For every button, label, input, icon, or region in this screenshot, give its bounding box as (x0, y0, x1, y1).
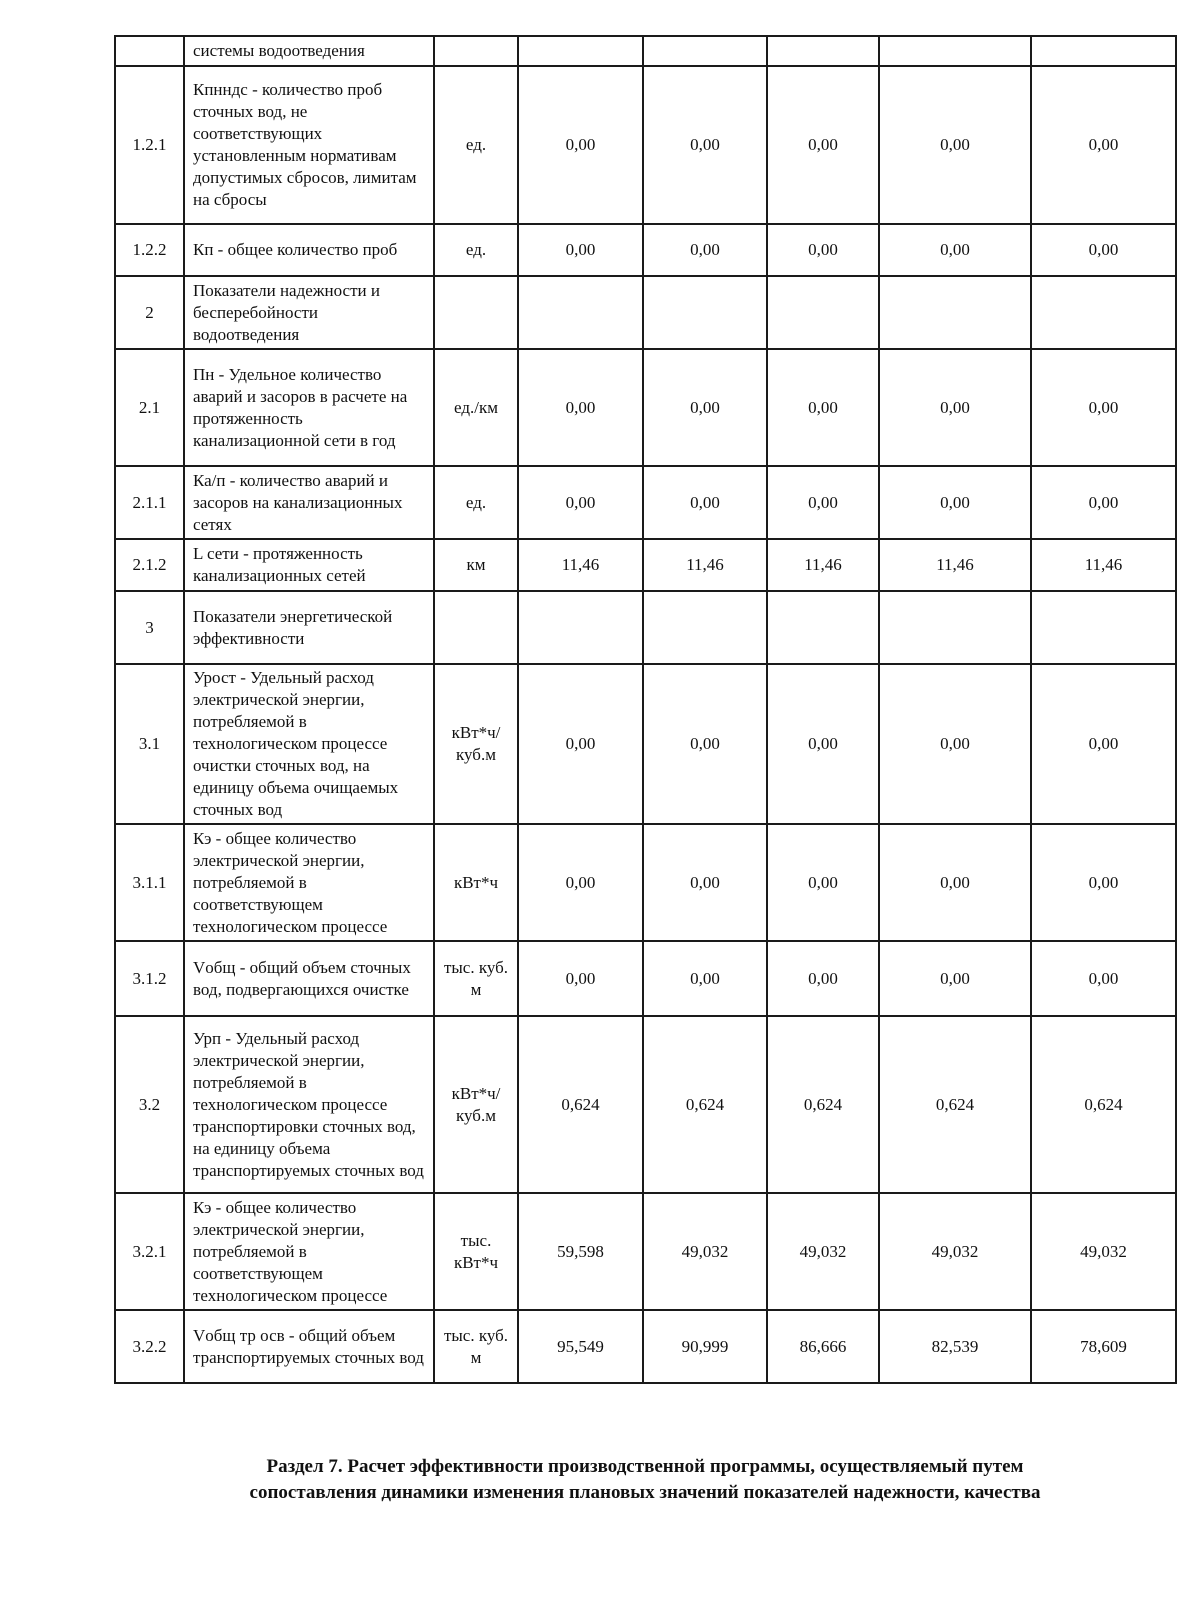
value-cell: 0,00 (767, 824, 879, 941)
value-cell: 0,00 (879, 941, 1031, 1016)
value-cell: 0,00 (1031, 66, 1176, 224)
value-cell: 0,624 (767, 1016, 879, 1193)
value-cell (879, 591, 1031, 664)
table-row (115, 539, 1176, 591)
value-cell: 0,624 (518, 1016, 643, 1193)
row-number: 1.2.2 (115, 224, 184, 276)
value-cell: 0,00 (1031, 824, 1176, 941)
value-cell: 0,00 (518, 664, 643, 824)
indicator-name: Ка/п - количество аварий и засоров на канализационных сетях (184, 466, 434, 539)
value-cell: 0,624 (1031, 1016, 1176, 1193)
value-cell: 49,032 (643, 1193, 767, 1310)
indicator-name: Кп - общее количество проб (184, 224, 434, 276)
indicators-table (114, 35, 1177, 1384)
value-cell: 0,00 (1031, 941, 1176, 1016)
value-cell (1031, 276, 1176, 349)
table-row (115, 349, 1176, 466)
unit-cell: ед. (434, 466, 518, 539)
table-body (115, 36, 1176, 1383)
section-heading-line-1: Раздел 7. Расчет эффективности производственной программы, осуществляемый путем (266, 1456, 1024, 1477)
unit-cell: кВт*ч/ куб.м (434, 1016, 518, 1193)
value-cell: 0,00 (643, 941, 767, 1016)
value-cell (1031, 36, 1176, 66)
table-row (115, 1016, 1176, 1193)
value-cell: 11,46 (643, 539, 767, 591)
row-number: 1.2.1 (115, 66, 184, 224)
value-cell: 0,00 (767, 941, 879, 1016)
table-row (115, 66, 1176, 224)
value-cell (879, 276, 1031, 349)
row-number: 3.2 (115, 1016, 184, 1193)
value-cell: 0,00 (879, 224, 1031, 276)
value-cell: 0,00 (879, 824, 1031, 941)
value-cell (1031, 591, 1176, 664)
table-row (115, 1310, 1176, 1383)
value-cell: 0,00 (518, 466, 643, 539)
value-cell: 11,46 (1031, 539, 1176, 591)
row-number: 3.1.1 (115, 824, 184, 941)
value-cell: 49,032 (879, 1193, 1031, 1310)
value-cell: 11,46 (879, 539, 1031, 591)
row-number: 2 (115, 276, 184, 349)
value-cell: 59,598 (518, 1193, 643, 1310)
value-cell: 78,609 (1031, 1310, 1176, 1383)
value-cell: 0,00 (879, 664, 1031, 824)
table-row (115, 824, 1176, 941)
value-cell: 0,00 (1031, 466, 1176, 539)
unit-cell (434, 276, 518, 349)
value-cell: 0,624 (643, 1016, 767, 1193)
value-cell (767, 276, 879, 349)
section-heading-line-2: сопоставления динамики изменения плановых значений показателей надежности, качества (249, 1482, 1041, 1503)
row-number (115, 36, 184, 66)
value-cell: 0,00 (518, 66, 643, 224)
value-cell: 0,00 (518, 824, 643, 941)
table-row (115, 1193, 1176, 1310)
table-row (115, 941, 1176, 1016)
unit-cell (434, 36, 518, 66)
indicator-name: Vобщ тр осв - общий объем транспортируемых сточных вод (184, 1310, 434, 1383)
indicator-name: Кпнндс - количество проб сточных вод, не соответствующих установленным нормативам допустимых сбросов, лимитам на сбросы (184, 66, 434, 224)
unit-cell: ед./км (434, 349, 518, 466)
indicator-name: Пн - Удельное количество аварий и засоров в расчете на протяженность канализационной сети в год (184, 349, 434, 466)
row-number: 3.2.2 (115, 1310, 184, 1383)
indicator-name: L сети - протяженность канализационных сетей (184, 539, 434, 591)
value-cell: 0,00 (643, 824, 767, 941)
value-cell (518, 276, 643, 349)
value-cell: 0,00 (767, 349, 879, 466)
value-cell (767, 591, 879, 664)
row-number: 2.1.2 (115, 539, 184, 591)
value-cell (518, 36, 643, 66)
unit-cell: ед. (434, 224, 518, 276)
unit-cell: тыс. куб. м (434, 1310, 518, 1383)
indicator-name: Кэ - общее количество электрической энергии, потребляемой в соответствующем технологическом процессе (184, 1193, 434, 1310)
row-number: 2.1 (115, 349, 184, 466)
value-cell: 0,00 (643, 466, 767, 539)
value-cell: 82,539 (879, 1310, 1031, 1383)
value-cell: 0,00 (643, 664, 767, 824)
unit-cell: кВт*ч (434, 824, 518, 941)
value-cell: 0,00 (767, 466, 879, 539)
indicator-name: Урост - Удельный расход электрической энергии, потребляемой в технологическом процессе очистки сточных вод, на единицу объема очищаемых сточных вод (184, 664, 434, 824)
value-cell (518, 591, 643, 664)
value-cell: 86,666 (767, 1310, 879, 1383)
value-cell: 11,46 (518, 539, 643, 591)
row-number: 3 (115, 591, 184, 664)
table-row (115, 276, 1176, 349)
row-number: 3.1.2 (115, 941, 184, 1016)
value-cell: 0,00 (518, 941, 643, 1016)
value-cell: 0,00 (767, 66, 879, 224)
unit-cell: тыс. куб. м (434, 941, 518, 1016)
value-cell: 0,00 (767, 224, 879, 276)
table-row (115, 591, 1176, 664)
indicator-name: Показатели надежности и бесперебойности водоотведения (184, 276, 434, 349)
section-heading (110, 1454, 1180, 1506)
indicator-name: системы водоотведения (184, 36, 434, 66)
value-cell: 0,00 (1031, 349, 1176, 466)
value-cell: 0,00 (518, 349, 643, 466)
value-cell: 95,549 (518, 1310, 643, 1383)
value-cell (643, 36, 767, 66)
indicator-name: Урп - Удельный расход электрической энергии, потребляемой в технологическом процессе транспортировки сточных вод, на единицу объема транспортируемых сточных вод (184, 1016, 434, 1193)
value-cell: 0,00 (879, 466, 1031, 539)
indicator-name: Vобщ - общий объем сточных вод, подвергающихся очистке (184, 941, 434, 1016)
value-cell (879, 36, 1031, 66)
unit-cell: тыс. кВт*ч (434, 1193, 518, 1310)
value-cell (767, 36, 879, 66)
row-number: 3.1 (115, 664, 184, 824)
table-row (115, 466, 1176, 539)
value-cell: 0,00 (767, 664, 879, 824)
value-cell: 0,00 (643, 349, 767, 466)
indicator-name: Показатели энергетической эффективности (184, 591, 434, 664)
value-cell (643, 591, 767, 664)
value-cell: 0,00 (1031, 664, 1176, 824)
value-cell: 0,624 (879, 1016, 1031, 1193)
value-cell: 49,032 (767, 1193, 879, 1310)
value-cell: 0,00 (879, 66, 1031, 224)
unit-cell (434, 591, 518, 664)
value-cell: 0,00 (1031, 224, 1176, 276)
value-cell: 0,00 (643, 224, 767, 276)
row-number: 2.1.1 (115, 466, 184, 539)
value-cell: 0,00 (518, 224, 643, 276)
value-cell: 0,00 (879, 349, 1031, 466)
value-cell: 90,999 (643, 1310, 767, 1383)
unit-cell: кВт*ч/ куб.м (434, 664, 518, 824)
value-cell: 0,00 (643, 66, 767, 224)
row-number: 3.2.1 (115, 1193, 184, 1310)
value-cell (643, 276, 767, 349)
indicator-name: Кэ - общее количество электрической энергии, потребляемой в соответствующем технологическом процессе (184, 824, 434, 941)
table-row (115, 36, 1176, 66)
value-cell: 11,46 (767, 539, 879, 591)
unit-cell: ед. (434, 66, 518, 224)
unit-cell: км (434, 539, 518, 591)
table-row (115, 224, 1176, 276)
value-cell: 49,032 (1031, 1193, 1176, 1310)
table-row (115, 664, 1176, 824)
